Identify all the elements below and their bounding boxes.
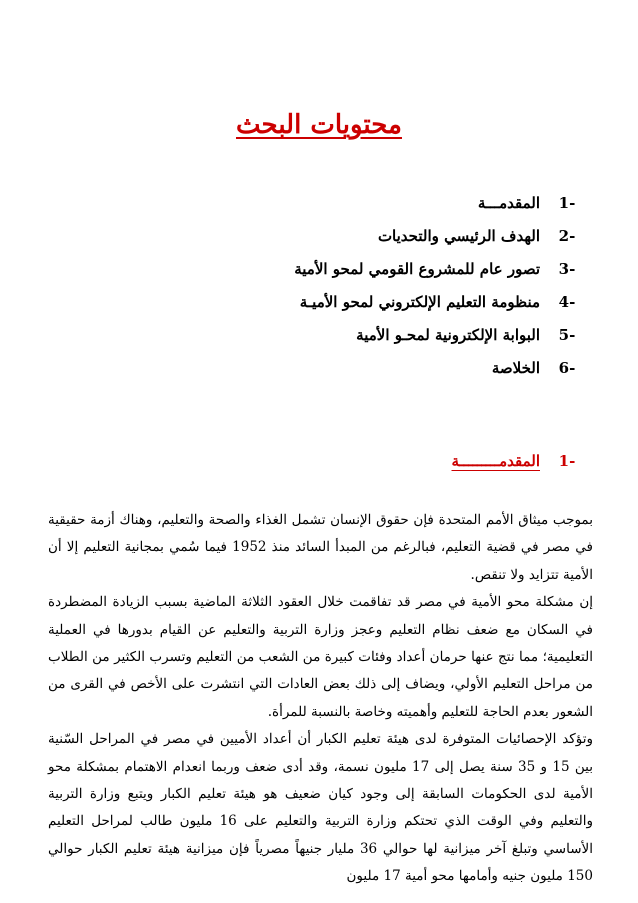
toc-label: البوابة الإلكترونية لمحـو الأمية: [356, 325, 540, 344]
toc-number: -6: [558, 358, 576, 377]
toc-number: -3: [558, 259, 576, 278]
section-number: -1: [558, 452, 576, 470]
section-heading: [452, 452, 589, 470]
toc-number: -5: [558, 325, 576, 344]
toc-item: [48, 186, 588, 219]
section-title: المقدمـــــــــة: [451, 452, 540, 470]
toc-number: -2: [558, 226, 576, 245]
table-of-contents: [48, 186, 588, 384]
toc-label: تصور عام للمشروع القومي لمحو الأمية: [294, 259, 540, 278]
toc-item: [48, 252, 588, 285]
toc-label: منظومة التعليم الإلكتروني لمحو الأميـة: [299, 292, 540, 311]
toc-label: المقدمـــة: [477, 193, 540, 212]
toc-label: الخلاصة: [491, 358, 540, 377]
toc-number: -1: [558, 193, 576, 212]
toc-item: [48, 219, 588, 252]
paragraph: بموجب ميثاق الأمم المتحدة فإن حقوق الإنسان تشمل الغذاء والصحة والتعليم، وهناك أزمة حقيقية في مصر في قضية التعليم، فبالرغم من المبدأ السائد منذ 1952 فيما سُمي بمجانية التعليم إلا أن الأمية تتزايد ولا تنقص.: [48, 512, 593, 583]
toc-item: [48, 318, 588, 351]
toc-number: -4: [558, 292, 576, 311]
paragraph: وتؤكد الإحصائيات المتوفرة لدى هيئة تعليم الكبار أن أعداد الأميين في مصر في المراحل السّنية بين 15 و 35 سنة يصل إلى 17 مليون نسمة، وقد أدى ضعف وربما انعدام الاهتمام بمشكلة محو الأمية لدى الحكومات السابقة إلى وجود كيان ضعيف هو هيئة تعليم الكبار ويتبع وزارة التربية والتعليم وفي الوقت الذي تحتكم وزارة التربية والتعليم على 16 مليون طالب لمراحل التعليم الأساسي وتبلغ آخر ميزانية لها حوالي 36 مليار جنيهاً مصرياً فإن ميزانية هيئة تعليم الكبار حوالي 150 مليون جنيه وأمامها محو أمية 17 مليون: [48, 731, 594, 885]
page-title: محتويات البحث: [236, 110, 402, 140]
paragraph: إن مشكلة محو الأمية في مصر قد تفاقمت خلال العقود الثلاثة الماضية بسبب الزيادة المضطردة في السكان مع ضعف نظام التعليم وعجز وزارة التربية والتعليم عن القيام بدورها في العملية التعليمية؛ مما نتج عنها حرمان أعداد وفئات كبيرة من الشعب من التعليم وتسرب الكثير من الطلاب من مراحل التعليم الأولي، ويضاف إلى ذلك بعض العادات التي انتشرت على الأخص في القرى من الشعور بعدم الحاجة للتعليم وأهميته وخاصة بالنسبة للمرأة.: [48, 594, 593, 720]
toc-item: [48, 285, 588, 318]
toc-item: [48, 351, 588, 384]
body-text: [48, 507, 593, 891]
toc-label: الهدف الرئيسي والتحديات: [377, 226, 540, 245]
